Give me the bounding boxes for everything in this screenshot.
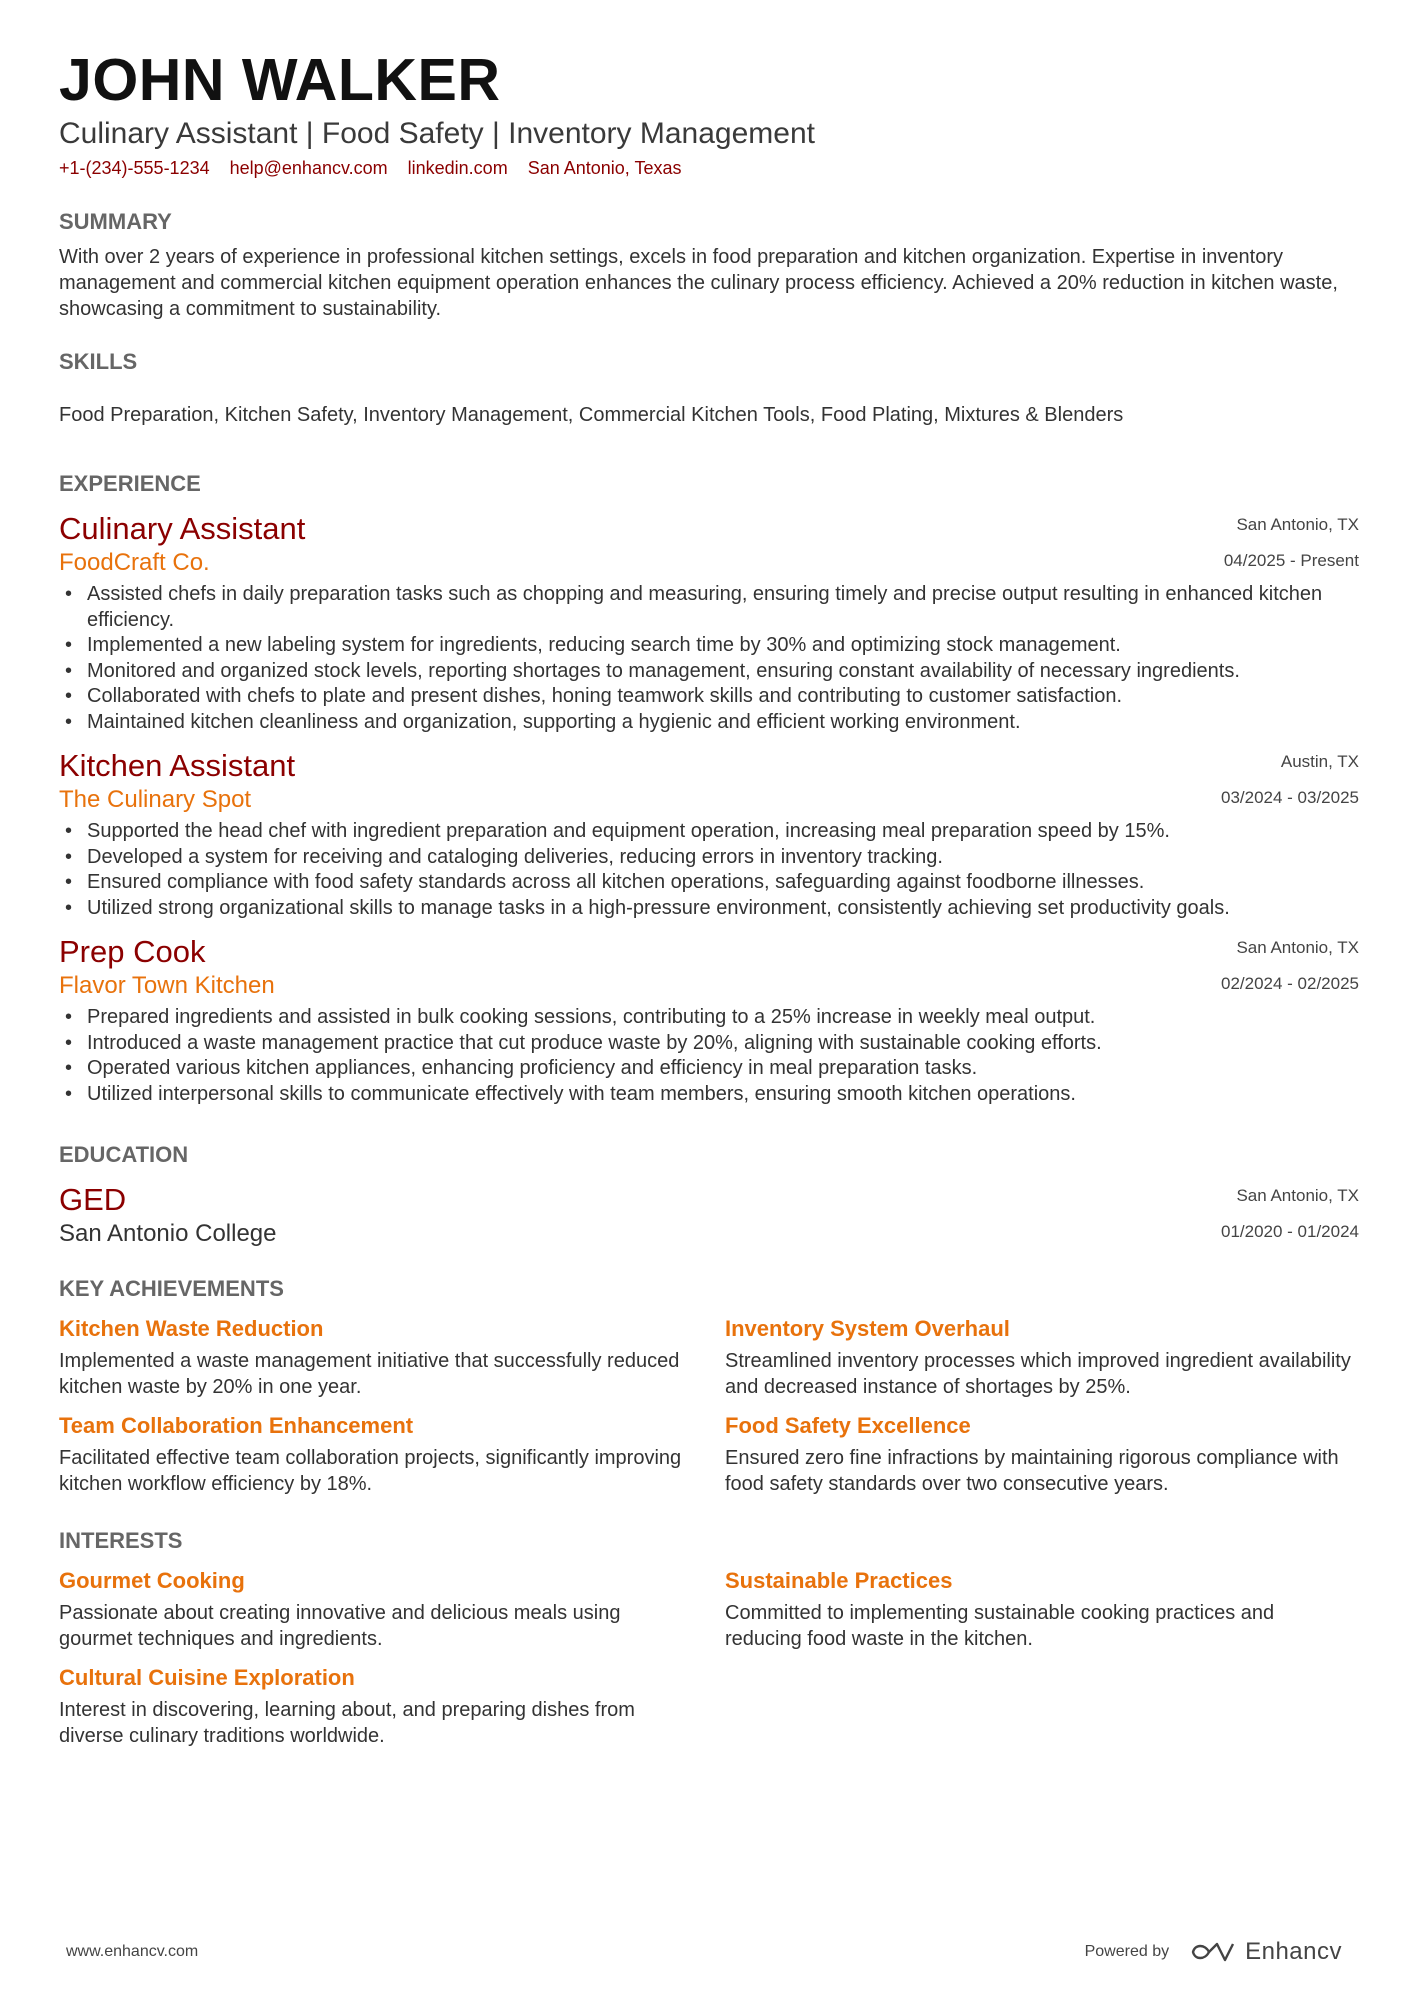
achievement-text: Implemented a waste management initiative that successfully reduced kitchen waste by 20% in one year. [59,1350,680,1398]
achievement-title: Inventory System Overhaul [725,1316,1010,1341]
achievements-heading: KEY ACHIEVEMENTS [59,1276,284,1301]
experience-entry [59,510,1359,735]
bullet-item: • Introduced a waste management practice that cut produce waste by 20%, aligning with sustainable cooking efforts. [59,1031,1359,1057]
bullet-item: • Collaborated with chefs to plate and present dishes, honing teamwork skills and contributing to customer satisfaction. [59,684,1359,710]
achievement-title: Kitchen Waste Reduction [59,1316,324,1341]
skills-heading: SKILLS [59,349,138,374]
bullet-item: • Operated various kitchen appliances, enhancing proficiency and efficiency in meal preparation tasks. [59,1056,1359,1082]
summary-text: With over 2 years of experience in professional kitchen settings, excels in food preparation and kitchen organization. Expertise in inventory management and commercial kitchen equipment operation enhances the culinary process efficiency. Achieved a 20% reduction in kitchen waste, showcasing a commitment to sustainability. [59,246,1338,320]
company-name: Flavor Town Kitchen [59,972,275,999]
location-text: San Antonio, Texas [527,158,682,178]
page-footer [66,1938,1342,1966]
candidate-headline: Culinary Assistant | Food Safety | Inventory Management [59,117,815,150]
powered-by-label: Powered by [1084,1943,1170,1960]
achievements-grid [59,1303,1359,1497]
achievement-card [59,1315,725,1400]
job-bullets [59,1005,1359,1107]
linkedin-link[interactable]: linkedin.com [407,158,508,178]
job-location: Austin, TX [1280,752,1359,771]
achievement-title: Team Collaboration Enhancement [59,1413,414,1438]
achievement-text: Ensured zero fine infractions by maintaining rigorous compliance with food safety standards over two consecutive years. [725,1447,1339,1495]
summary-heading: SUMMARY [59,209,172,234]
interests-grid [59,1555,1359,1749]
footer-website-link[interactable]: www.enhancv.com [66,1943,199,1960]
interest-text: Interest in discovering, learning about, and preparing dishes from diverse culinary traditions worldwide. [59,1699,635,1747]
bullet-item: • Monitored and organized stock levels, reporting shortages to management, ensuring constant availability of necessary ingredients. [59,659,1359,685]
interest-title: Cultural Cuisine Exploration [59,1665,355,1690]
contact-row [59,156,1359,180]
candidate-name: JOHN WALKER [59,47,501,113]
bullet-item: • Utilized strong organizational skills to manage tasks in a high-pressure environment, consistently achieving set productivity goals. [59,896,1359,922]
school-name: San Antonio College [59,1220,277,1247]
achievement-title: Food Safety Excellence [725,1413,971,1438]
email-link[interactable]: help@enhancv.com [229,158,388,178]
phone-link[interactable]: +1-(234)-555-1234 [59,158,210,178]
bullet-item: • Prepared ingredients and assisted in bulk cooking sessions, contributing to a 25% increase in weekly meal output. [59,1005,1359,1031]
bullet-item: • Maintained kitchen cleanliness and organization, supporting a hygienic and efficient working environment. [59,710,1359,736]
interest-card [59,1567,725,1652]
achievement-card [59,1412,725,1497]
resume-page [59,48,1359,1749]
job-dates: 02/2024 - 02/2025 [1220,974,1359,993]
job-dates: 04/2025 - Present [1223,551,1359,570]
job-location: San Antonio, TX [1236,515,1359,534]
experience-entry [59,933,1359,1107]
experience-entry [59,747,1359,921]
interest-title: Gourmet Cooking [59,1568,245,1593]
achievement-text: Streamlined inventory processes which improved ingredient availability and decreased instance of shortages by 25%. [725,1350,1351,1398]
achievement-card [725,1315,1359,1400]
interest-card [59,1664,725,1749]
interests-heading: INTERESTS [59,1528,183,1553]
job-title: Kitchen Assistant [59,748,296,783]
achievement-card [725,1412,1359,1497]
bullet-item: • Assisted chefs in daily preparation tasks such as chopping and measuring, ensuring timely and precise output resulting in enhanced kitchen efficiency. [59,582,1359,633]
education-location: San Antonio, TX [1236,1186,1359,1205]
brand-name: Enhancv [1245,1938,1342,1965]
brand-logo[interactable] [1189,1938,1342,1966]
job-title: Prep Cook [59,934,206,969]
education-entry [59,1181,1359,1249]
job-bullets [59,819,1359,921]
job-location: San Antonio, TX [1236,938,1359,957]
interest-text: Passionate about creating innovative and delicious meals using gourmet techniques and ingredients. [59,1602,621,1650]
bullet-item: • Ensured compliance with food safety standards across all kitchen operations, safeguarding against foodborne illnesses. [59,870,1359,896]
bullet-item: • Developed a system for receiving and cataloging deliveries, reducing errors in inventory tracking. [59,845,1359,871]
education-dates: 01/2020 - 01/2024 [1220,1222,1359,1241]
interest-card [725,1567,1359,1652]
skills-text: Food Preparation, Kitchen Safety, Inventory Management, Commercial Kitchen Tools, Food Plating, Mixtures & Blenders [59,404,1124,426]
interest-title: Sustainable Practices [725,1568,953,1593]
job-dates: 03/2024 - 03/2025 [1220,788,1359,807]
bullet-item: • Supported the head chef with ingredient preparation and equipment operation, increasing meal preparation speed by 15%. [59,819,1359,845]
achievement-text: Facilitated effective team collaboration projects, significantly improving kitchen workflow efficiency by 18%. [59,1447,682,1495]
degree-title: GED [59,1182,127,1217]
interest-text: Committed to implementing sustainable cooking practices and reducing food waste in the kitchen. [725,1602,1275,1650]
education-heading: EDUCATION [59,1142,189,1167]
experience-heading: EXPERIENCE [59,471,201,496]
company-name: FoodCraft Co. [59,549,210,576]
job-bullets [59,582,1359,735]
bullet-item: • Utilized interpersonal skills to communicate effectively with team members, ensuring smooth kitchen operations. [59,1082,1359,1108]
company-name: The Culinary Spot [59,786,252,813]
job-title: Culinary Assistant [59,511,306,546]
enhancv-logo-icon [1189,1940,1235,1964]
bullet-item: • Implemented a new labeling system for ingredients, reducing search time by 30% and optimizing stock management. [59,633,1359,659]
